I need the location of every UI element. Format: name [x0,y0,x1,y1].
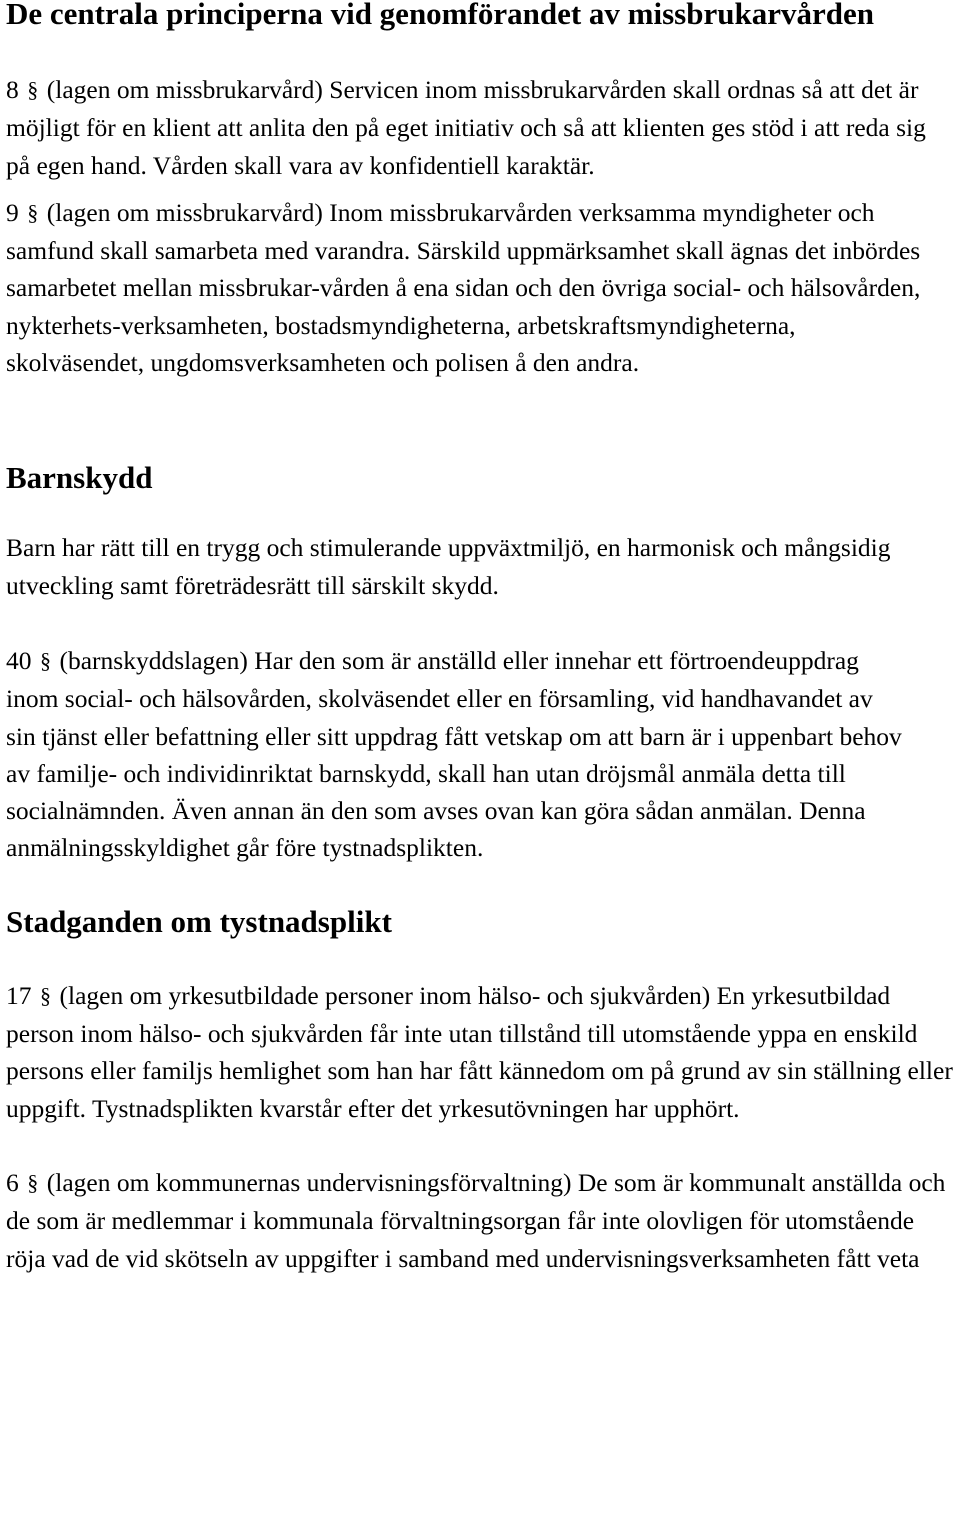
paragraph-8-paragraph [6,71,954,184]
paragraph-text: (lagen om missbrukarvård) Inom missbrukarvården verksamma myndigheter och samfund skall samarbeta med varandra. Särskild uppmärksamhet skall ägnas det inbördes samarbetet mellan missbrukar-vården å ena sidan och den övriga social- och hälsovården, nykterhets-verksamheten, bostadsmyndigheterna, arbetskraftsmyndigheterna, skolväsendet, ungdomsverksamheten och polisen å den andra. [6,197,921,378]
paragraph-6-paragraph [6,1164,960,1277]
paragraph-text: (lagen om kommunernas undervisningsförvaltning) De som är kommunalt anställda och de som är medlemmar i kommunala förvaltningsorgan får inte olovligen för utomstående röja vad de vid skötseln av uppgifter i samband med undervisningsverksamheten fått veta [6,1167,946,1273]
heading-barnskydd: Barnskydd [6,460,153,496]
paragraph-barnskydd-intro [6,529,936,604]
heading-tystnadsplikt: Stadganden om tystnadsplikt [6,903,392,939]
section-number: 8 [6,75,19,104]
paragraph-40-paragraph [6,642,906,867]
section-sign-icon: § [40,647,51,673]
section-number: 40 [6,645,32,675]
paragraph-text: (barnskyddslagen) Har den som är anställd eller innehar ett förtroendeuppdrag inom social- och hälsovården, skolväsendet eller en församling, vid handhavandet av sin tjänst eller befattning eller sitt uppdrag fått vetskap om att barn är i uppenbart behov av familje- och individinriktat barnskydd, skall han utan dröjsmål anmäla detta till socialnämnden. Även annan än den som avses ovan kan göra sådan anmälan. Denna anmälningsskyldighet går före tystnadsplikten. [6,645,902,863]
section-sign-icon: § [27,1169,39,1195]
section-sign-icon: § [27,77,39,102]
document-page [6,0,958,1277]
section-number: 17 [6,980,32,1010]
paragraph-text: (lagen om yrkesutbildade personer inom hälso- och sjukvården) En yrkesutbildad person inom hälso- och sjukvården får inte utan tillstånd till utomstående yppa en enskild persons eller familjs hemlighet som han har fått kännedom om på grund av sin ställning eller uppgift. Tystnadsplikten kvarstår efter det yrkesutövningen har upphört. [6,980,953,1123]
paragraph-text: (lagen om missbrukarvård) Servicen inom missbrukarvården skall ordnas så att det är möjligt för en klient att anlita den på eget initiativ och så att klienten ges stöd i att reda sig på egen hand. Vården skall vara av konfidentiell karaktär. [6,75,926,180]
main-heading: De centrala principerna vid genomförandet av missbrukarvården [6,0,874,31]
section-sign-icon: § [40,982,51,1008]
paragraph-17-paragraph [6,977,960,1127]
section-number: 6 [6,1167,19,1197]
paragraph-9-paragraph [6,194,931,381]
section-number: 9 [6,197,19,227]
paragraph-text: Barn har rätt till en trygg och stimulerande uppväxtmiljö, en harmonisk och mångsidig utveckling samt företrädesrätt till särskilt skydd. [6,533,891,600]
section-sign-icon: § [27,199,39,225]
